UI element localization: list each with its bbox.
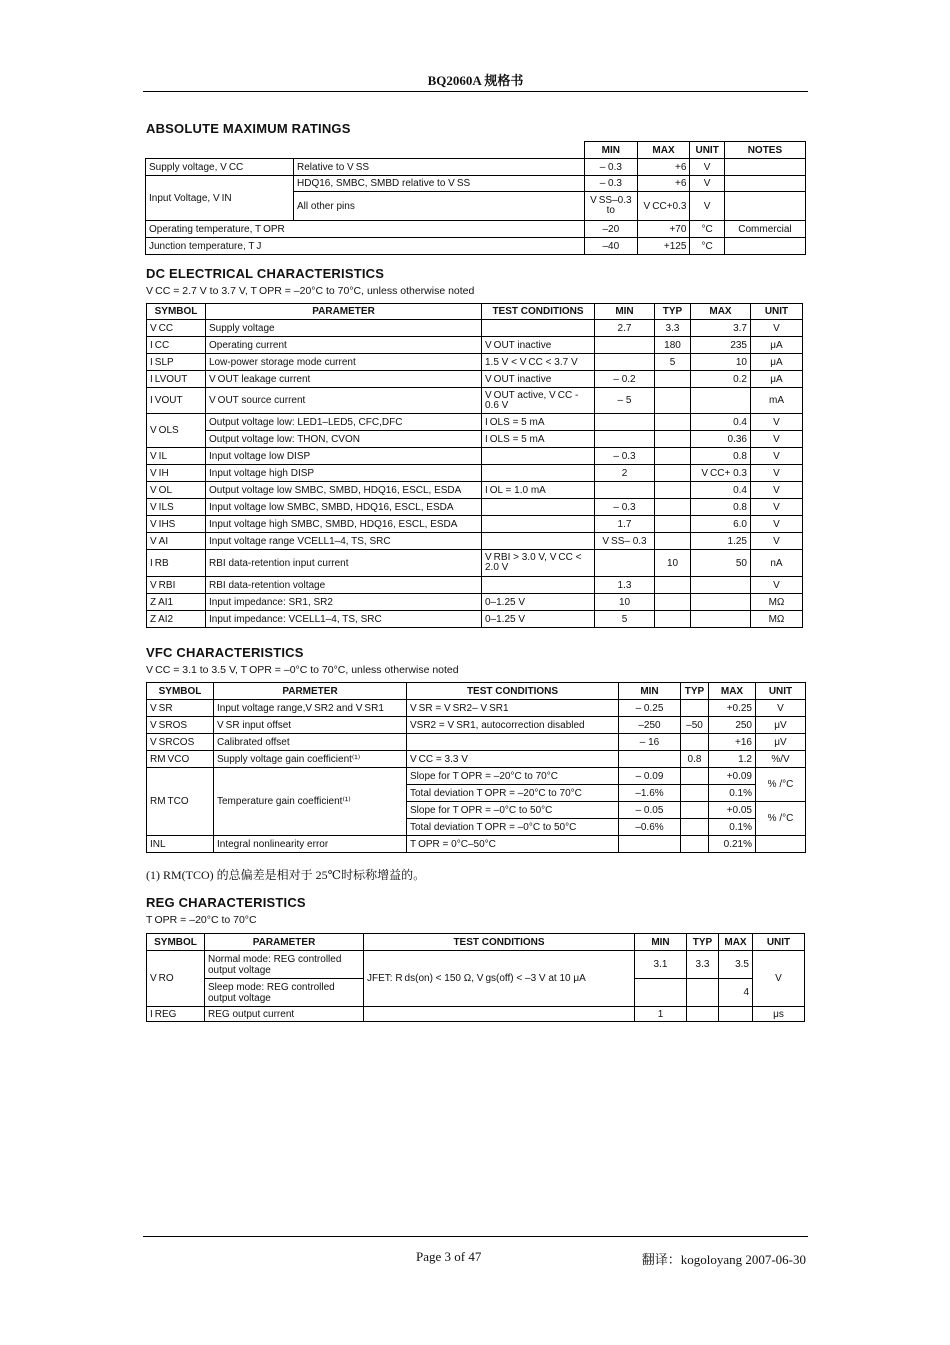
amr-col-max: MAX (637, 142, 690, 159)
dc-col-unit: UNIT (751, 304, 803, 320)
vfc-rmtco-test: Slope for T OPR = –0°C to 50°C (407, 802, 619, 819)
dc-min: – 0.2 (595, 371, 655, 388)
dc-row (147, 354, 803, 371)
amr-input1-notes (724, 176, 805, 192)
dc-min (595, 414, 655, 431)
amr-junc-notes (724, 238, 805, 255)
amr-input1-max: +6 (637, 176, 690, 192)
vfc-rmtco-min: – 0.05 (619, 802, 681, 819)
amr-junc-label: Junction temperature, T J (146, 238, 585, 255)
dc-row (147, 448, 803, 465)
amr-junc-unit: °C (690, 238, 724, 255)
dc-sym: I RB (147, 550, 206, 577)
dc-unit: V (751, 516, 803, 533)
dc-sym: V IHS (147, 516, 206, 533)
vfc-title: VFC CHARACTERISTICS (146, 645, 304, 660)
dc-row (147, 499, 803, 516)
reg-col-symbol: SYMBOL (147, 934, 205, 951)
dc-max: 50 (691, 550, 751, 577)
dc-test (482, 465, 595, 482)
dc-param: Low-power storage mode current (206, 354, 482, 371)
dc-test (482, 448, 595, 465)
dc-row (147, 465, 803, 482)
dc-param: Output voltage low SMBC, SMBD, HDQ16, ESCL, ESDA (206, 482, 482, 499)
dc-unit: MΩ (751, 594, 803, 611)
amr-optemp-unit: °C (690, 221, 724, 238)
amr-input2-min-bot: to (606, 205, 615, 216)
vfc-col-symbol: SYMBOL (147, 683, 214, 700)
dc-col-test: TEST CONDITIONS (482, 304, 595, 320)
dc-sym: V ILS (147, 499, 206, 516)
vfc-sym: V SR (147, 700, 214, 717)
vfc-row (147, 700, 806, 717)
vfc-test (407, 734, 619, 751)
vfc-conditions: V CC = 3.1 to 3.5 V, T OPR = –0°C to 70°C, unless otherwise noted (146, 664, 459, 676)
reg-vrd-row-normal (147, 951, 805, 979)
dc-row (147, 516, 803, 533)
vfc-col-parameter: PARMETER (214, 683, 407, 700)
dc-test: I OLS = 5 mA (482, 431, 595, 448)
vfc-unit: μV (756, 734, 806, 751)
amr-junc-min: –40 (584, 238, 637, 255)
vfc-rmtco-typ (681, 768, 709, 785)
reg-vrd-test: JFET: R ds(on) < 150 Ω, V gs(off) < –3 V at 10 μA (364, 951, 635, 1007)
dc-typ (655, 388, 691, 414)
reg-conditions: T OPR = –20°C to 70°C (146, 914, 257, 926)
dc-max: 6.0 (691, 516, 751, 533)
dc-max (691, 388, 751, 414)
dc-test (482, 320, 595, 337)
dc-unit: mA (751, 388, 803, 414)
dc-unit: V (751, 533, 803, 550)
amr-input1-cond: HDQ16, SMBC, SMBD relative to V SS (294, 176, 585, 192)
dc-row (147, 594, 803, 611)
dc-typ (655, 594, 691, 611)
reg-vrd-max-normal: 3.5 (719, 951, 753, 979)
vfc-min: – 16 (619, 734, 681, 751)
dc-table (146, 303, 803, 628)
amr-header-blank (146, 142, 585, 159)
dc-param: Input voltage high DISP (206, 465, 482, 482)
dc-max: 1.25 (691, 533, 751, 550)
amr-input2-notes (724, 192, 805, 221)
amr-row-input1 (146, 176, 806, 192)
dc-max: 0.36 (691, 431, 751, 448)
amr-col-min: MIN (584, 142, 637, 159)
amr-supply-notes (724, 159, 805, 176)
dc-param: Input impedance: SR1, SR2 (206, 594, 482, 611)
vfc-inl-typ (681, 836, 709, 853)
amr-row-junc (146, 238, 806, 255)
amr-title: ABSOLUTE MAXIMUM RATINGS (146, 121, 351, 136)
vfc-rmtco-typ (681, 819, 709, 836)
dc-unit: μA (751, 371, 803, 388)
reg-vrd-sym: V RO (147, 951, 205, 1007)
dc-typ (655, 414, 691, 431)
dc-typ: 10 (655, 550, 691, 577)
amr-supply-unit: V (690, 159, 724, 176)
dc-title: DC ELECTRICAL CHARACTERISTICS (146, 266, 385, 281)
amr-optemp-min: –20 (584, 221, 637, 238)
dc-col-max: MAX (691, 304, 751, 320)
reg-ireg-min: 1 (635, 1007, 687, 1022)
amr-input1-unit: V (690, 176, 724, 192)
dc-param: V OUT leakage current (206, 371, 482, 388)
vfc-typ: –50 (681, 717, 709, 734)
amr-col-unit: UNIT (690, 142, 724, 159)
dc-typ (655, 448, 691, 465)
dc-param: Input voltage range VCELL1–4, TS, SRC (206, 533, 482, 550)
reg-vrd-min-sleep (635, 979, 687, 1007)
dc-param: Output voltage low: LED1–LED5, CFC,DFC (206, 414, 482, 431)
dc-max: V CC+ 0.3 (691, 465, 751, 482)
footer-page-number: Page 3 of 47 (416, 1249, 482, 1264)
dc-test (482, 577, 595, 594)
dc-sym: V IL (147, 448, 206, 465)
dc-row (147, 550, 803, 577)
reg-col-test: TEST CONDITIONS (364, 934, 635, 951)
vfc-inl-param: Integral nonlinearity error (214, 836, 407, 853)
dc-param: Input voltage high SMBC, SMBD, HDQ16, ESCL, ESDA (206, 516, 482, 533)
dc-max (691, 577, 751, 594)
amr-input2-max: V CC+0.3 (637, 192, 690, 221)
dc-test: V OUT active, V CC - 0.6 V (482, 388, 595, 414)
header-rule (143, 91, 808, 92)
vfc-col-typ: TYP (681, 683, 709, 700)
amr-junc-max: +125 (637, 238, 690, 255)
dc-typ (655, 431, 691, 448)
dc-test: I OLS = 5 mA (482, 414, 595, 431)
reg-ireg-typ (687, 1007, 719, 1022)
vfc-test: V SR = V SR2– V SR1 (407, 700, 619, 717)
dc-param: Supply voltage (206, 320, 482, 337)
reg-col-parameter: PARAMETER (205, 934, 364, 951)
dc-max (691, 594, 751, 611)
reg-ireg-param: REG output current (205, 1007, 364, 1022)
vfc-param: V SR input offset (214, 717, 407, 734)
vfc-rmtco-test: Total deviation T OPR = –0°C to 50°C (407, 819, 619, 836)
dc-param: RBI data-retention input current (206, 550, 482, 577)
amr-row-optemp (146, 221, 806, 238)
reg-col-unit: UNIT (753, 934, 805, 951)
vfc-max: +0.25 (709, 700, 756, 717)
vfc-param: Input voltage range,V SR2 and V SR1 (214, 700, 407, 717)
dc-max: 0.8 (691, 499, 751, 516)
reg-col-max: MAX (719, 934, 753, 951)
reg-vrd-max-sleep: 4 (719, 979, 753, 1007)
dc-min (595, 337, 655, 354)
dc-test: 0–1.25 V (482, 611, 595, 628)
dc-row (147, 577, 803, 594)
reg-ireg-max (719, 1007, 753, 1022)
amr-input1-min: – 0.3 (584, 176, 637, 192)
vfc-typ (681, 734, 709, 751)
footer-rule (143, 1236, 808, 1237)
amr-input2-min (584, 192, 637, 221)
dc-param: Input voltage low SMBC, SMBD, HDQ16, ESCL, ESDA (206, 499, 482, 516)
dc-sym: V RBI (147, 577, 206, 594)
reg-vrd-param-sleep: Sleep mode: REG controlled output voltage (205, 979, 364, 1007)
vfc-rmtco-max: +0.05 (709, 802, 756, 819)
amr-input2-min-top: V SS–0.3 (590, 195, 632, 206)
vfc-sym: V SRCOS (147, 734, 214, 751)
vfc-test: V CC = 3.3 V (407, 751, 619, 768)
dc-sym: Z AI2 (147, 611, 206, 628)
dc-min (595, 431, 655, 448)
amr-supply-cond: Relative to V SS (294, 159, 585, 176)
dc-test (482, 533, 595, 550)
reg-vrd-min-normal: 3.1 (635, 951, 687, 979)
vfc-col-test: TEST CONDITIONS (407, 683, 619, 700)
dc-min (595, 482, 655, 499)
dc-col-parameter: PARAMETER (206, 304, 482, 320)
amr-optemp-label: Operating temperature, T OPR (146, 221, 585, 238)
reg-ireg-sym: I REG (147, 1007, 205, 1022)
vfc-min: –250 (619, 717, 681, 734)
vfc-inl-test: T OPR = 0°C–50°C (407, 836, 619, 853)
dc-conditions: V CC = 2.7 V to 3.7 V, T OPR = –20°C to 70°C, unless otherwise noted (146, 285, 475, 297)
vfc-min: – 0.25 (619, 700, 681, 717)
dc-col-min: MIN (595, 304, 655, 320)
dc-min: – 0.3 (595, 499, 655, 516)
dc-row (147, 320, 803, 337)
dc-unit: μA (751, 337, 803, 354)
dc-test: V OUT inactive (482, 337, 595, 354)
amr-row-supply (146, 159, 806, 176)
dc-min: 5 (595, 611, 655, 628)
dc-test: 1.5 V < V CC < 3.7 V (482, 354, 595, 371)
dc-test (482, 516, 595, 533)
vfc-typ: 0.8 (681, 751, 709, 768)
dc-unit: V (751, 577, 803, 594)
page-header-title: BQ2060A 规格书 (427, 73, 524, 88)
vfc-test: VSR2 = V SR1, autocorrection disabled (407, 717, 619, 734)
dc-min (595, 354, 655, 371)
dc-max (691, 611, 751, 628)
vfc-sym: RM VCO (147, 751, 214, 768)
dc-sym: I SLP (147, 354, 206, 371)
vfc-col-unit: UNIT (756, 683, 806, 700)
dc-min: 10 (595, 594, 655, 611)
dc-unit: MΩ (751, 611, 803, 628)
dc-unit: V (751, 448, 803, 465)
dc-unit: V (751, 465, 803, 482)
dc-sym: V AI (147, 533, 206, 550)
vfc-rmtco-unit-b: % /°C (756, 802, 806, 836)
reg-col-min: MIN (635, 934, 687, 951)
dc-unit: V (751, 482, 803, 499)
reg-ireg-test (364, 1007, 635, 1022)
vfc-param: Supply voltage gain coefficient⁽¹⁾ (214, 751, 407, 768)
dc-test (482, 499, 595, 516)
dc-sym: V OLS (147, 414, 206, 448)
dc-param: Input impedance: VCELL1–4, TS, SRC (206, 611, 482, 628)
vfc-rmtco-test: Slope for T OPR = –20°C to 70°C (407, 768, 619, 785)
amr-table (145, 141, 806, 255)
amr-optemp-notes: Commercial (724, 221, 805, 238)
dc-param: Input voltage low DISP (206, 448, 482, 465)
vfc-typ (681, 700, 709, 717)
vfc-inl-sym: INL (147, 836, 214, 853)
dc-unit: V (751, 414, 803, 431)
reg-vrd-unit: V (753, 951, 805, 1007)
dc-typ (655, 577, 691, 594)
dc-min: – 5 (595, 388, 655, 414)
dc-test: I OL = 1.0 mA (482, 482, 595, 499)
vfc-unit: μV (756, 717, 806, 734)
dc-param: V OUT source current (206, 388, 482, 414)
dc-typ (655, 371, 691, 388)
reg-vrd-param-normal: Normal mode: REG controlled output voltage (205, 951, 364, 979)
amr-supply-min: – 0.3 (584, 159, 637, 176)
vfc-max: +16 (709, 734, 756, 751)
amr-input2-cond: All other pins (294, 192, 585, 221)
dc-sym: I LVOUT (147, 371, 206, 388)
vfc-rmtco-max: +0.09 (709, 768, 756, 785)
dc-row (147, 388, 803, 414)
dc-typ (655, 499, 691, 516)
dc-test: V RBI > 3.0 V, V CC < 2.0 V (482, 550, 595, 577)
amr-supply-max: +6 (637, 159, 690, 176)
dc-row (147, 482, 803, 499)
amr-input-label: Input Voltage, V IN (146, 176, 294, 221)
vfc-rmtco-typ (681, 802, 709, 819)
dc-row (147, 611, 803, 628)
vfc-inl-unit (756, 836, 806, 853)
dc-min: 2.7 (595, 320, 655, 337)
dc-typ (655, 465, 691, 482)
dc-max: 10 (691, 354, 751, 371)
dc-typ (655, 482, 691, 499)
dc-unit: V (751, 320, 803, 337)
vfc-rmtco-typ (681, 785, 709, 802)
vfc-unit: %/V (756, 751, 806, 768)
vfc-row (147, 734, 806, 751)
dc-max: 3.7 (691, 320, 751, 337)
vfc-inl-min (619, 836, 681, 853)
vfc-rmtco-max: 0.1% (709, 819, 756, 836)
vfc-row (147, 751, 806, 768)
dc-sym: V IH (147, 465, 206, 482)
dc-unit: μA (751, 354, 803, 371)
vfc-rmtco-min: –1.6% (619, 785, 681, 802)
dc-max: 235 (691, 337, 751, 354)
dc-min: V SS– 0.3 (595, 533, 655, 550)
dc-max: 0.2 (691, 371, 751, 388)
dc-max: 0.4 (691, 414, 751, 431)
amr-col-notes: NOTES (724, 142, 805, 159)
amr-optemp-max: +70 (637, 221, 690, 238)
reg-ireg-row (147, 1007, 805, 1022)
dc-test: V OUT inactive (482, 371, 595, 388)
dc-min (595, 550, 655, 577)
dc-min: 2 (595, 465, 655, 482)
reg-ireg-unit: μs (753, 1007, 805, 1022)
dc-min: 1.7 (595, 516, 655, 533)
dc-sym: V OL (147, 482, 206, 499)
reg-table (146, 933, 805, 1022)
dc-max: 0.8 (691, 448, 751, 465)
dc-row (147, 533, 803, 550)
reg-vrd-typ-normal: 3.3 (687, 951, 719, 979)
dc-sym: Z AI1 (147, 594, 206, 611)
vfc-rmtco-max: 0.1% (709, 785, 756, 802)
reg-vrd-typ-sleep (687, 979, 719, 1007)
dc-test: 0–1.25 V (482, 594, 595, 611)
dc-typ: 5 (655, 354, 691, 371)
dc-col-typ: TYP (655, 304, 691, 320)
vfc-inl-max: 0.21% (709, 836, 756, 853)
dc-param: Output voltage low: THON, CVON (206, 431, 482, 448)
dc-sym: I VOUT (147, 388, 206, 414)
vfc-rmtco-sym: RM TCO (147, 768, 214, 836)
vfc-max: 1.2 (709, 751, 756, 768)
amr-supply-label: Supply voltage, V CC (146, 159, 294, 176)
dc-col-symbol: SYMBOL (147, 304, 206, 320)
vfc-rmtco-min: – 0.09 (619, 768, 681, 785)
vfc-row (147, 717, 806, 734)
dc-typ (655, 533, 691, 550)
vfc-rmtco-min: –0.6% (619, 819, 681, 836)
dc-sym: I CC (147, 337, 206, 354)
dc-typ (655, 516, 691, 533)
dc-min: – 0.3 (595, 448, 655, 465)
dc-unit: nA (751, 550, 803, 577)
dc-row (147, 414, 803, 431)
vfc-col-min: MIN (619, 683, 681, 700)
dc-unit: V (751, 431, 803, 448)
vfc-rmtco-unit-a: % /°C (756, 768, 806, 802)
dc-typ: 180 (655, 337, 691, 354)
vfc-max: 250 (709, 717, 756, 734)
dc-sym: V CC (147, 320, 206, 337)
footer-translator: 翻译：kogoloyang 2007-06-30 (641, 1252, 806, 1267)
footnote: (1) RM(TCO) 的总偏差是相对于 25℃时标称增益的。 (146, 868, 426, 882)
vfc-unit: V (756, 700, 806, 717)
dc-typ: 3.3 (655, 320, 691, 337)
vfc-rmtco-param: Temperature gain coefficient⁽¹⁾ (214, 768, 407, 836)
dc-param: RBI data-retention voltage (206, 577, 482, 594)
vfc-param: Calibrated offset (214, 734, 407, 751)
reg-col-typ: TYP (687, 934, 719, 951)
vfc-sym: V SROS (147, 717, 214, 734)
dc-param: Operating current (206, 337, 482, 354)
vfc-table (146, 682, 806, 853)
dc-unit: V (751, 499, 803, 516)
vfc-rmtco-row (147, 768, 806, 785)
amr-input2-unit: V (690, 192, 724, 221)
dc-row (147, 431, 803, 448)
reg-title: REG CHARACTERISTICS (146, 895, 306, 910)
dc-row (147, 337, 803, 354)
dc-typ (655, 611, 691, 628)
vfc-inl-row (147, 836, 806, 853)
dc-row (147, 371, 803, 388)
vfc-min (619, 751, 681, 768)
dc-min: 1.3 (595, 577, 655, 594)
dc-max: 0.4 (691, 482, 751, 499)
vfc-col-max: MAX (709, 683, 756, 700)
vfc-rmtco-test: Total deviation T OPR = –20°C to 70°C (407, 785, 619, 802)
